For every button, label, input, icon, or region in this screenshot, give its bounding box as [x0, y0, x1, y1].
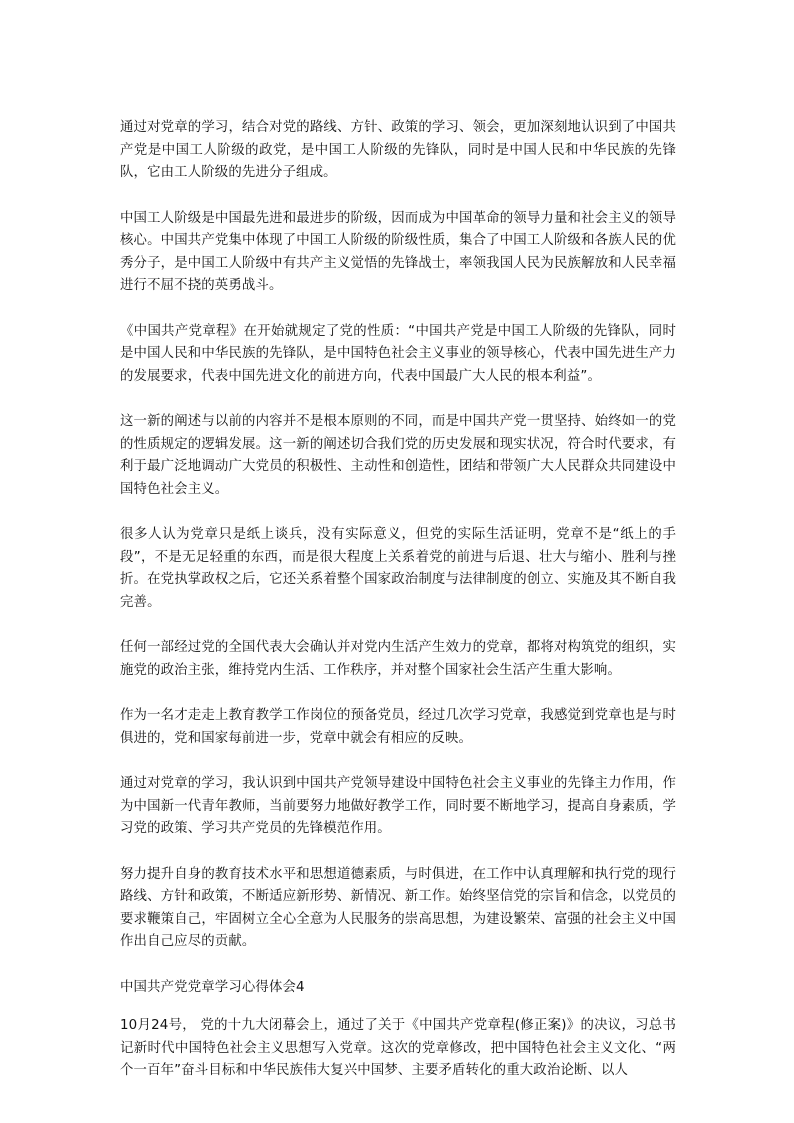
paragraph: 《中国共产党章程》在开始就规定了党的性质：“中国共产党是中国工人阶级的先锋队，同时是中国人民和中华民族的先锋队，是中国特色社会主义事业的领导核心，代表中国先进生产力的发展要求，代表中国先进文化的前进方向，代表中国最广大人民的根本利益”。: [120, 323, 676, 384]
paragraph: 通过对党章的学习，结合对党的路线、方针、政策的学习、领会，更加深刻地认识到了中国共产党是中国工人阶级的政党，是中国工人阶级的先锋队，同时是中国人民和中华民族的先锋队，它由工人阶级的先进分子组成。: [120, 120, 676, 180]
paragraph: 中国工人阶级是中国最先进和最进步的阶级，因而成为中国革命的领导力量和社会主义的领导核心。中国共产党集中体现了中国工人阶级的阶级性质，集合了中国工人阶级和各族人民的优秀分子，是中国工人阶级中有共产主义觉悟的先锋战士，率领我国人民为民族解放和人民幸福进行不屈不挠的英勇战斗。: [120, 210, 676, 293]
section-heading: 中国共产党党章学习心得体会4: [120, 979, 305, 995]
paragraph: 努力提升自身的教育技术水平和思想道德素质，与时俱进，在工作中认真理解和执行党的现行路线、方针和政策，不断适应新形势、新情况、新工作。始终坚信党的宗旨和信念，以党员的要求鞭策自己，牢固树立全心全意为人民服务的崇高思想，为建设繁荣、富强的社会主义中国作出自己应尽的贡献。: [120, 866, 676, 949]
document-body: [120, 117, 676, 1083]
paragraph: 作为一名才走走上教育教学工作岗位的预备党员，经过几次学习党章，我感觉到党章也是与时俱进的，党和国家每前进一步，党章中就会有相应的反映。: [120, 708, 676, 746]
paragraph: 10月24号， 党的十九大闭幕会上，通过了关于《中国共产党章程(修正案)》的决议，习总书记新时代中国特色社会主义思想写入党章。这次的党章修改，把中国特色社会主义文化、“两个一百年”奋斗目标和中华民族伟大复兴中国梦、主要矛盾转化的重大政治论断、以人: [120, 1018, 676, 1078]
paragraph: 很多人认为党章只是纸上谈兵，没有实际意义，但党的实际生活证明，党章不是“纸上的手段”，不是无足轻重的东西，而是很大程度上关系着党的前进与后退、壮大与缩小、胜利与挫折。在党执掌政权之后，它还关系着整个国家政治制度与法律制度的创立、实施及其不断自我完善。: [120, 527, 676, 610]
paragraph: 通过对党章的学习，我认识到中国共产党领导建设中国特色社会主义事业的先锋主力作用，作为中国新一代青年教师，当前要努力地做好教学工作，同时要不断地学习，提高自身素质，学习党的政策、学习共产党员的先锋模范作用。: [120, 776, 676, 836]
paragraph: 这一新的阐述与以前的内容并不是根本原则的不同，而是中国共产党一贯坚持、始终如一的党的性质规定的逻辑发展。这一新的阐述切合我们党的历史发展和现实状况，符合时代要求，有利于最广泛地调动广大党员的积极性、主动性和创造性，团结和带领广大人民群众共同建设中国特色社会主义。: [120, 414, 676, 497]
paragraph: 任何一部经过党的全国代表大会确认并对党内生活产生效力的党章，都将对构筑党的组织，实施党的政治主张，维持党内生活、工作秩序，并对整个国家社会生活产生重大影响。: [120, 640, 676, 678]
